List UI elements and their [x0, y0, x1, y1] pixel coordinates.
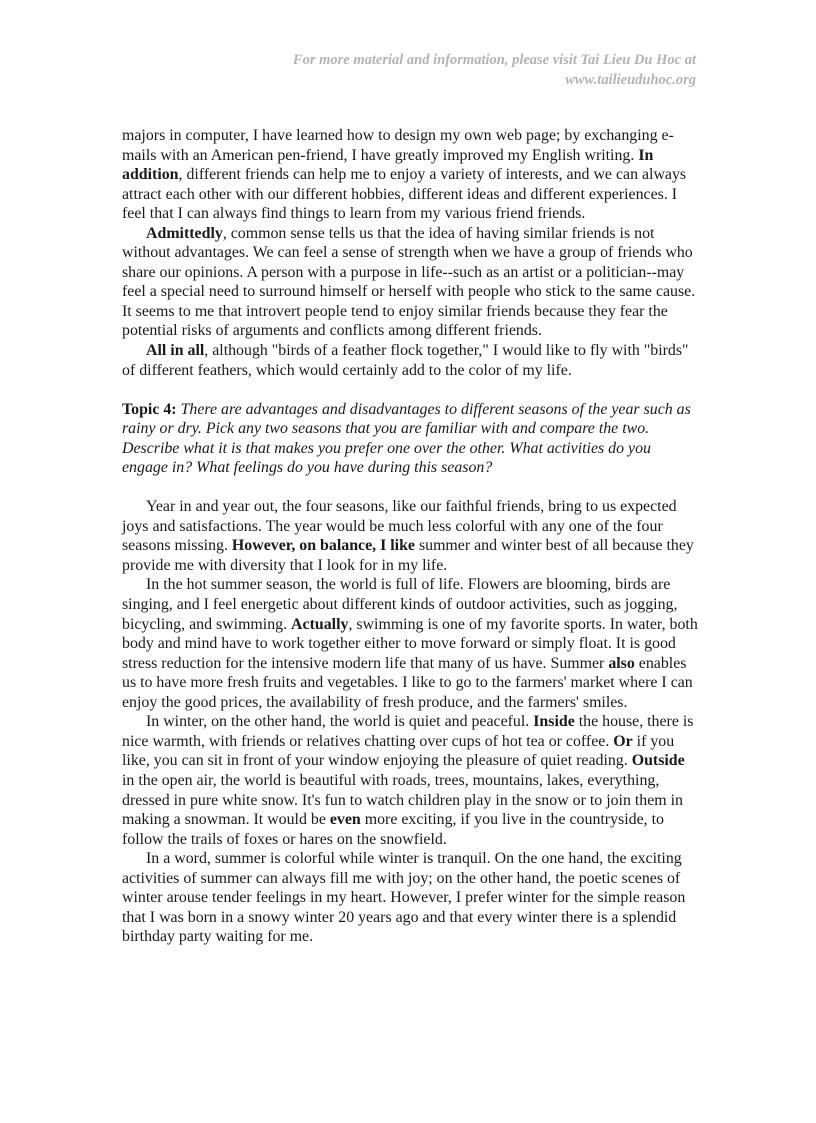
topic-label: Topic 4:	[122, 400, 177, 418]
text-run: , different friends can help me to enjoy a variety of interests, and we can always attract each other with our different hobbies, different ideas and different experiences. I feel that I can always find things to learn from my various friend friends.	[122, 166, 687, 223]
bold-phrase: Outside	[631, 752, 685, 770]
spacer	[122, 380, 700, 400]
bold-phrase: Inside	[533, 713, 575, 731]
paragraph	[122, 849, 700, 947]
bold-phrase: Admittedly	[146, 224, 223, 242]
bold-phrase: In addition	[122, 146, 654, 184]
text-run: majors in computer, I have learned how to design my own web page; by exchanging e-mails with an American pen-friend, I have greatly improved my English writing.	[122, 127, 674, 164]
text-run: , swimming is one of my favorite sports. In water, both body and mind have to work together either to move forward or simply float. It is good stress reduction for the intensive modern life that many of us have. Summer	[122, 615, 698, 672]
text-run: In winter, on the other hand, the world is quiet and peaceful.	[146, 713, 534, 731]
text-run: if you like, you can sit in front of your window enjoying the pleasure of quiet reading.	[122, 732, 675, 770]
bold-phrase: All in all	[146, 342, 205, 360]
text-run: the house, there is nice warmth, with friends or relatives chatting over cups of hot tea or coffee.	[122, 713, 694, 750]
site-notice-line: For more material and information, please visit Tai Lieu Du Hoc at	[292, 52, 696, 68]
text-run: In the hot summer season, the world is full of life. Flowers are blooming, birds are singing, and I feel energetic about different kinds of outdoor activities, such as jogging, bicycling, and swimming.	[122, 576, 678, 633]
paragraph	[122, 497, 700, 575]
text-run: In a word, summer is colorful while winter is tranquil. On the one hand, the exciting activities of summer can always fill me with joy; on the other hand, the poetic scenes of winter arouse tender feelings in my heart. However, I prefer winter for the simple reason that I was born in a snowy winter 20 years ago and that every winter there is a splendid birthday party waiting for me.	[122, 850, 686, 946]
bold-phrase: Or	[613, 732, 633, 750]
paragraph	[122, 126, 700, 224]
text-run: , common sense tells us that the idea of having similar friends is not without advantages. We can feel a sense of strength when we have a group of friends who share our opinions. A person with a purpose in life--such as an artist or a politician--may feel a special need to surround himself or herself with people who stick to the same cause. It seems to me that introvert people tend to enjoy similar friends because they fear the potential risks of arguments and conflicts among different friends.	[122, 224, 696, 340]
site-notice-header	[293, 50, 696, 90]
site-url: www.tailieuduhoc.org	[565, 72, 696, 88]
text-run: in the open air, the world is beautiful with roads, trees, mountains, lakes, everything, dressed in pure white snow. It's fun to watch children play in the snow or to join them in making a snowman. It would be	[122, 771, 683, 829]
bold-phrase: also	[608, 654, 635, 672]
topic-question: There are advantages and disadvantages to different seasons of the year such as rainy or dry. Pick any two seasons that you are familiar with and compare the two. Describe what it is that makes you prefer one over the other. What activities do you engage in? What feelings do you have during this season?	[122, 400, 691, 477]
paragraph	[122, 341, 700, 380]
paragraph	[122, 575, 700, 712]
text-run: enables us to have more fresh fruits and vegetables. I like to go to the farmers' market where I can enjoy the good prices, the availability of fresh produce, and the farmers' smiles.	[122, 654, 693, 711]
bold-phrase: even	[329, 811, 361, 829]
bold-phrase: Actually	[291, 615, 349, 633]
text-run: , although "birds of a feather flock together," I would like to fly with "birds" of different feathers, which would certainly add to the color of my life.	[122, 342, 689, 379]
bold-phrase: However, on balance, I like	[231, 537, 415, 555]
paragraph	[122, 224, 700, 341]
document-body	[122, 126, 700, 947]
text-run: more exciting, if you live in the countryside, to follow the trails of foxes or hares on the snowfield.	[122, 811, 664, 848]
text-run: Year in and year out, the four seasons, like our faithful friends, bring to us expected joys and satisfactions. The year would be much less colorful with any one of the four seasons missing.	[122, 498, 677, 555]
topic-heading	[122, 400, 700, 478]
spacer	[122, 478, 700, 498]
paragraph	[122, 712, 700, 849]
text-run: summer and winter best of all because they provide me with diversity that I look for in my life.	[122, 537, 694, 574]
